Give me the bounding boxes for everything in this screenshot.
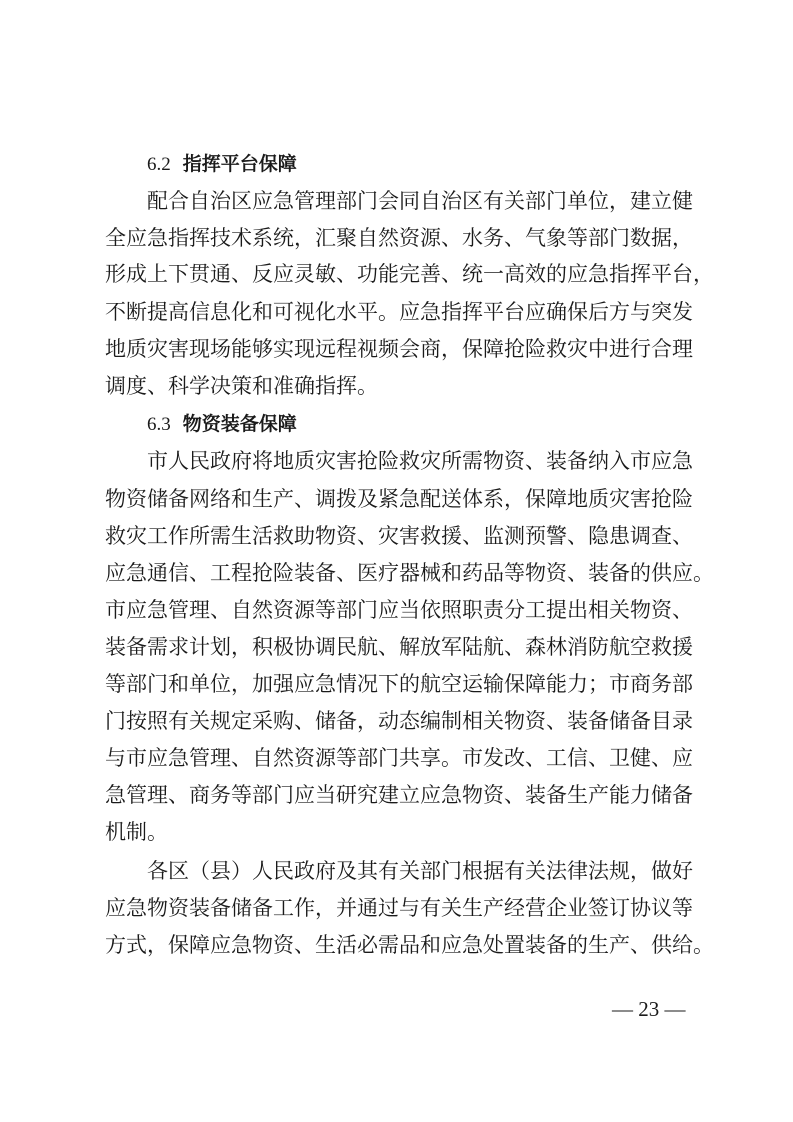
paragraph-line: 市应急管理、自然资源等部门应当依照职责分工提出相关物资、 (105, 598, 693, 622)
paragraph-line: 应急物资装备储备工作，并通过与有关生产经营企业签订协议等 (105, 896, 693, 920)
paragraph-line: 配合自治区应急管理部门会同自治区有关部门单位，建立健 (147, 189, 693, 213)
paragraph-line: 调度、科学决策和准确指挥。 (105, 374, 378, 398)
paragraph-line: 形成上下贯通、反应灵敏、功能完善、统一高效的应急指挥平台， (105, 262, 714, 286)
section-title: 物资装备保障 (182, 413, 297, 435)
section-number: 6.3 (147, 414, 171, 435)
paragraph-line: 市人民政府将地质灾害抢险救灾所需物资、装备纳入市应急 (147, 449, 693, 473)
paragraph-line: 地质灾害现场能够实现远程视频会商，保障抢险救灾中进行合理 (105, 337, 693, 361)
paragraph-line: 门按照有关规定采购、储备，动态编制相关物资、装备储备目录 (105, 709, 693, 733)
paragraph-line: 不断提高信息化和可视化水平。应急指挥平台应确保后方与突发 (105, 300, 693, 324)
page-number: — 23 — (612, 997, 686, 1021)
section-heading-6-3 (147, 410, 297, 439)
paragraph-line: 各区（县）人民政府及其有关部门根据有关法律法规，做好 (147, 859, 693, 883)
paragraph-line: 应急通信、工程抢险装备、医疗器械和药品等物资、装备的供应。 (105, 561, 714, 585)
paragraph-line: 等部门和单位，加强应急情况下的航空运输保障能力；市商务部 (105, 672, 693, 696)
paragraph-line: 急管理、商务等部门应当研究建立应急物资、装备生产能力储备 (105, 783, 693, 807)
paragraph-line: 救灾工作所需生活救助物资、灾害救援、监测预警、隐患调查、 (105, 524, 693, 548)
section-heading-6-2 (147, 150, 297, 179)
section-title: 指挥平台保障 (182, 153, 297, 175)
paragraph-line: 装备需求计划，积极协调民航、解放军陆航、森林消防航空救援 (105, 635, 693, 659)
paragraph-line: 与市应急管理、自然资源等部门共享。市发改、工信、卫健、应 (105, 746, 693, 770)
section-number: 6.2 (147, 154, 171, 175)
paragraph-line: 全应急指挥技术系统，汇聚自然资源、水务、气象等部门数据， (105, 226, 693, 250)
paragraph-line: 机制。 (105, 820, 168, 844)
paragraph-line: 物资储备网络和生产、调拨及紧急配送体系，保障地质灾害抢险 (105, 487, 693, 511)
paragraph-line: 方式，保障应急物资、生活必需品和应急处置装备的生产、供给。 (105, 933, 714, 957)
